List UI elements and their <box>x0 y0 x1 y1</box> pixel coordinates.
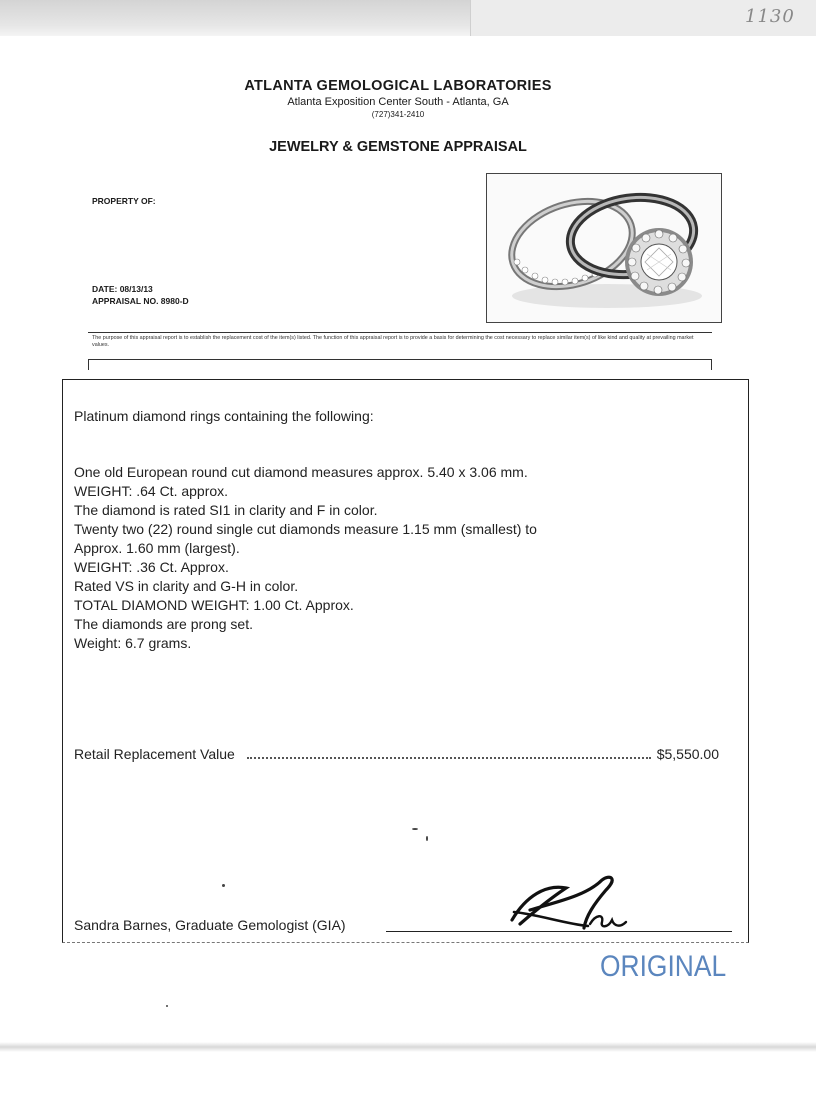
description-line: The diamonds are prong set. <box>74 616 253 632</box>
scan-speck <box>412 828 418 830</box>
scan-speck <box>166 1005 168 1007</box>
original-stamp: ORIGINAL <box>600 950 727 983</box>
appraisal-number: APPRAISAL NO. 8980-D <box>92 296 189 306</box>
lab-name: ATLANTA GEMOLOGICAL LABORATORIES <box>244 78 552 94</box>
replacement-value-label: Retail Replacement Value <box>74 746 235 762</box>
scan-edge-bottom <box>0 1042 816 1052</box>
appraisal-date: DATE: 08/13/13 <box>92 284 153 294</box>
lab-phone: (727)341-2410 <box>371 110 425 119</box>
description-line: TOTAL DIAMOND WEIGHT: 1.00 Ct. Approx. <box>74 597 354 613</box>
item-intro: Platinum diamond rings containing the following: <box>74 408 374 424</box>
lab-address: Atlanta Exposition Center South - Atlanta, GA <box>287 96 509 108</box>
description-line: Weight: 6.7 grams. <box>74 635 192 651</box>
ring-photo <box>486 173 722 323</box>
signature-line <box>386 931 732 932</box>
document-title: JEWELRY & GEMSTONE APPRAISAL <box>269 139 527 155</box>
description-line: Approx. 1.60 mm (largest). <box>74 540 240 556</box>
leader-dots <box>247 757 651 759</box>
property-of-label: PROPERTY OF: <box>92 196 156 206</box>
divider <box>88 332 712 333</box>
page-number: 1130 <box>745 6 795 27</box>
description-line: The diamond is rated SI1 in clarity and F in color. <box>74 502 378 518</box>
replacement-value-row <box>74 746 719 762</box>
description-line: Rated VS in clarity and G-H in color. <box>74 578 299 594</box>
signer-name: Sandra Barnes, Graduate Gemologist (GIA) <box>74 917 346 933</box>
scan-speck <box>426 836 428 841</box>
description-line: WEIGHT: .36 Ct. Approx. <box>74 559 229 575</box>
purpose-statement: The purpose of this appraisal report is to establish the replacement cost of the item(s) listed. The function of this appraisal report is to provide a basis for determining the cost necessary to replace similar item(s) of like kind and quality at prevailing market values. <box>92 335 694 348</box>
divider-strip <box>88 359 712 370</box>
description-line: WEIGHT: .64 Ct. approx. <box>74 483 229 499</box>
replacement-value-amount: $5,550.00 <box>656 746 719 762</box>
letterhead <box>0 78 796 119</box>
ring-photo-image <box>487 174 721 322</box>
scan-speck <box>222 884 225 887</box>
item-description <box>74 463 537 653</box>
description-line: Twenty two (22) round single cut diamonds measure 1.15 mm (smallest) to <box>74 521 537 537</box>
description-line: One old European round cut diamond measures approx. 5.40 x 3.06 mm. <box>74 464 528 480</box>
